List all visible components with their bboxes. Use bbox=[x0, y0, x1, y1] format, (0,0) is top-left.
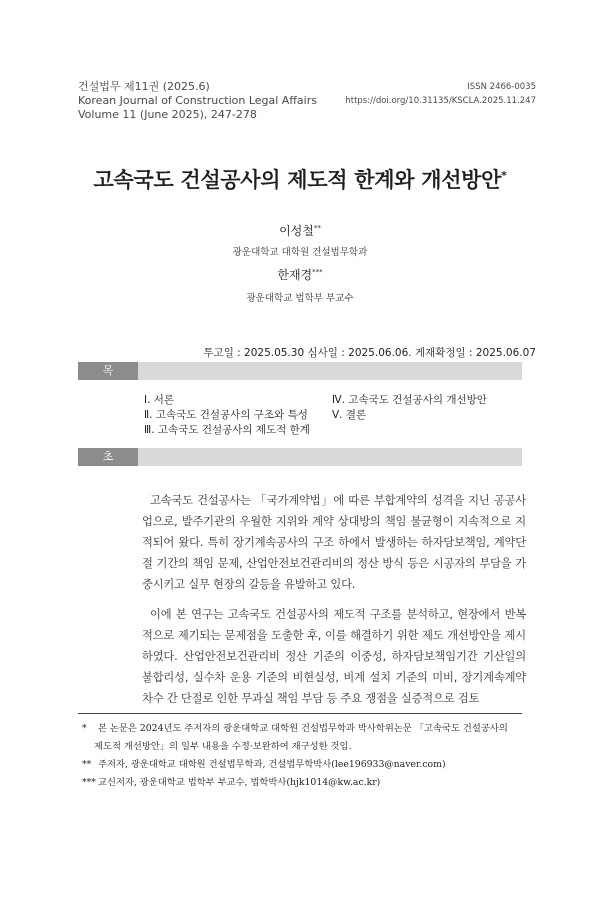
footnote-text: 본 논문은 2024년도 주저자의 광운대학교 대학원 건설법무학과 박사학위논문 「고속국도 건설공사의 bbox=[98, 723, 508, 734]
abstract-header-bar bbox=[78, 448, 522, 481]
journal-volume-english: Volume 11 (June 2025), 247-278 bbox=[78, 108, 257, 121]
journal-volume-korean: 건설법무 제11권 (2025.6) bbox=[78, 80, 210, 93]
abstract-paragraph: 고속국도 건설공사는 「국가계약법」에 따른 부합계약의 성격을 지닌 공공사업으로, 발주기관의 우월한 지위와 계약 상대방의 책임 불균형이 지속적으로 지적되어 왔다. 특히 장기계속공사의 구조 하에서 발생하는 하자담보책임, 계약단절 기간의 책임 문제, 산업안전보건관리비의 정산 방식 등은 시공자의 부담을 가중시키고 실무 현장의 갈등을 유발하고 있다. bbox=[142, 494, 526, 591]
author-1 bbox=[0, 222, 600, 239]
toc-right-column bbox=[332, 393, 487, 423]
issn: ISSN 2466-0035 bbox=[467, 82, 536, 92]
footnote bbox=[82, 720, 532, 738]
author-1-name: 이성철 bbox=[279, 224, 314, 238]
footnote-text: 주저자, 광운대학교 대학원 건설법무학과, 건설법무학박사(lee196933@naver.com) bbox=[98, 759, 446, 770]
author-2-affiliation: 광운대학교 법학부 부교수 bbox=[246, 293, 354, 304]
paper-title-text: 고속국도 건설공사의 제도적 한계와 개선방안 bbox=[93, 168, 502, 192]
footnotes bbox=[82, 720, 532, 792]
toc-label: 목 차 bbox=[78, 362, 138, 380]
submission-dates: 투고일 : 2025.05.30 심사일 : 2025.06.06. 게재확정일 : 2025.06.07 bbox=[203, 347, 536, 359]
author-2 bbox=[0, 266, 600, 283]
footnote-mark: * bbox=[82, 723, 87, 734]
toc-item: Ⅲ. 고속국도 건설공사의 제도적 한계 bbox=[144, 424, 310, 436]
author-1-affiliation: 광운대학교 대학원 건설법무학과 bbox=[232, 247, 368, 258]
abstract-label: 초 록 bbox=[78, 448, 138, 466]
footnote-mark: ** bbox=[82, 759, 92, 770]
title-footnote-mark: * bbox=[501, 169, 507, 182]
footnote-mark: *** bbox=[82, 777, 96, 788]
toc-item: Ⅳ. 고속국도 건설공사의 개선방안 bbox=[332, 394, 487, 406]
footnote bbox=[82, 774, 532, 792]
toc-left-column bbox=[144, 393, 310, 438]
footnote-text: 교신저자, 광운대학교 법학부 부교수, 법학박사(hjk1014@kw.ac.kr) bbox=[98, 777, 381, 788]
author-2-name: 한재경 bbox=[277, 268, 313, 282]
paper-title bbox=[0, 164, 600, 194]
toc-item: Ⅴ. 결론 bbox=[332, 409, 367, 421]
journal-name-english: Korean Journal of Construction Legal Affairs bbox=[78, 94, 317, 107]
toc-item: Ⅱ. 고속국도 건설공사의 구조와 특성 bbox=[144, 409, 308, 421]
toc-item: Ⅰ. 서론 bbox=[144, 394, 175, 406]
journal-info bbox=[78, 80, 317, 122]
footnote-divider bbox=[78, 713, 522, 714]
journal-identifiers bbox=[345, 80, 536, 108]
footnote-continuation: 제도적 개선방안」의 일부 내용을 수정·보완하여 재구성한 것임. bbox=[94, 741, 352, 752]
footnote bbox=[82, 756, 532, 774]
abstract-paragraph: 이에 본 연구는 고속국도 건설공사의 제도적 구조를 분석하고, 현장에서 반복적으로 제기되는 문제점을 도출한 후, 이를 해결하기 위한 제도 개선방안을 제시하였다. 산업안전보건관리비 정산 기준의 이중성, 하자담보책임기간 기산일의 불합리성, 실수차 운용 기준의 비현실성, 비계 설치 기준의 미비, 장기계속계약 차수 간 단절로 인한 무과실 책임 부담 등 주요 쟁점을 실증적으로 검토 bbox=[142, 608, 526, 705]
author-2-mark: *** bbox=[312, 268, 323, 276]
abstract-body bbox=[142, 490, 526, 718]
doi-link[interactable]: https://doi.org/10.31135/KSCLA.2025.11.247 bbox=[345, 96, 536, 106]
author-1-mark: ** bbox=[313, 224, 321, 232]
toc-header-bar bbox=[78, 362, 522, 395]
